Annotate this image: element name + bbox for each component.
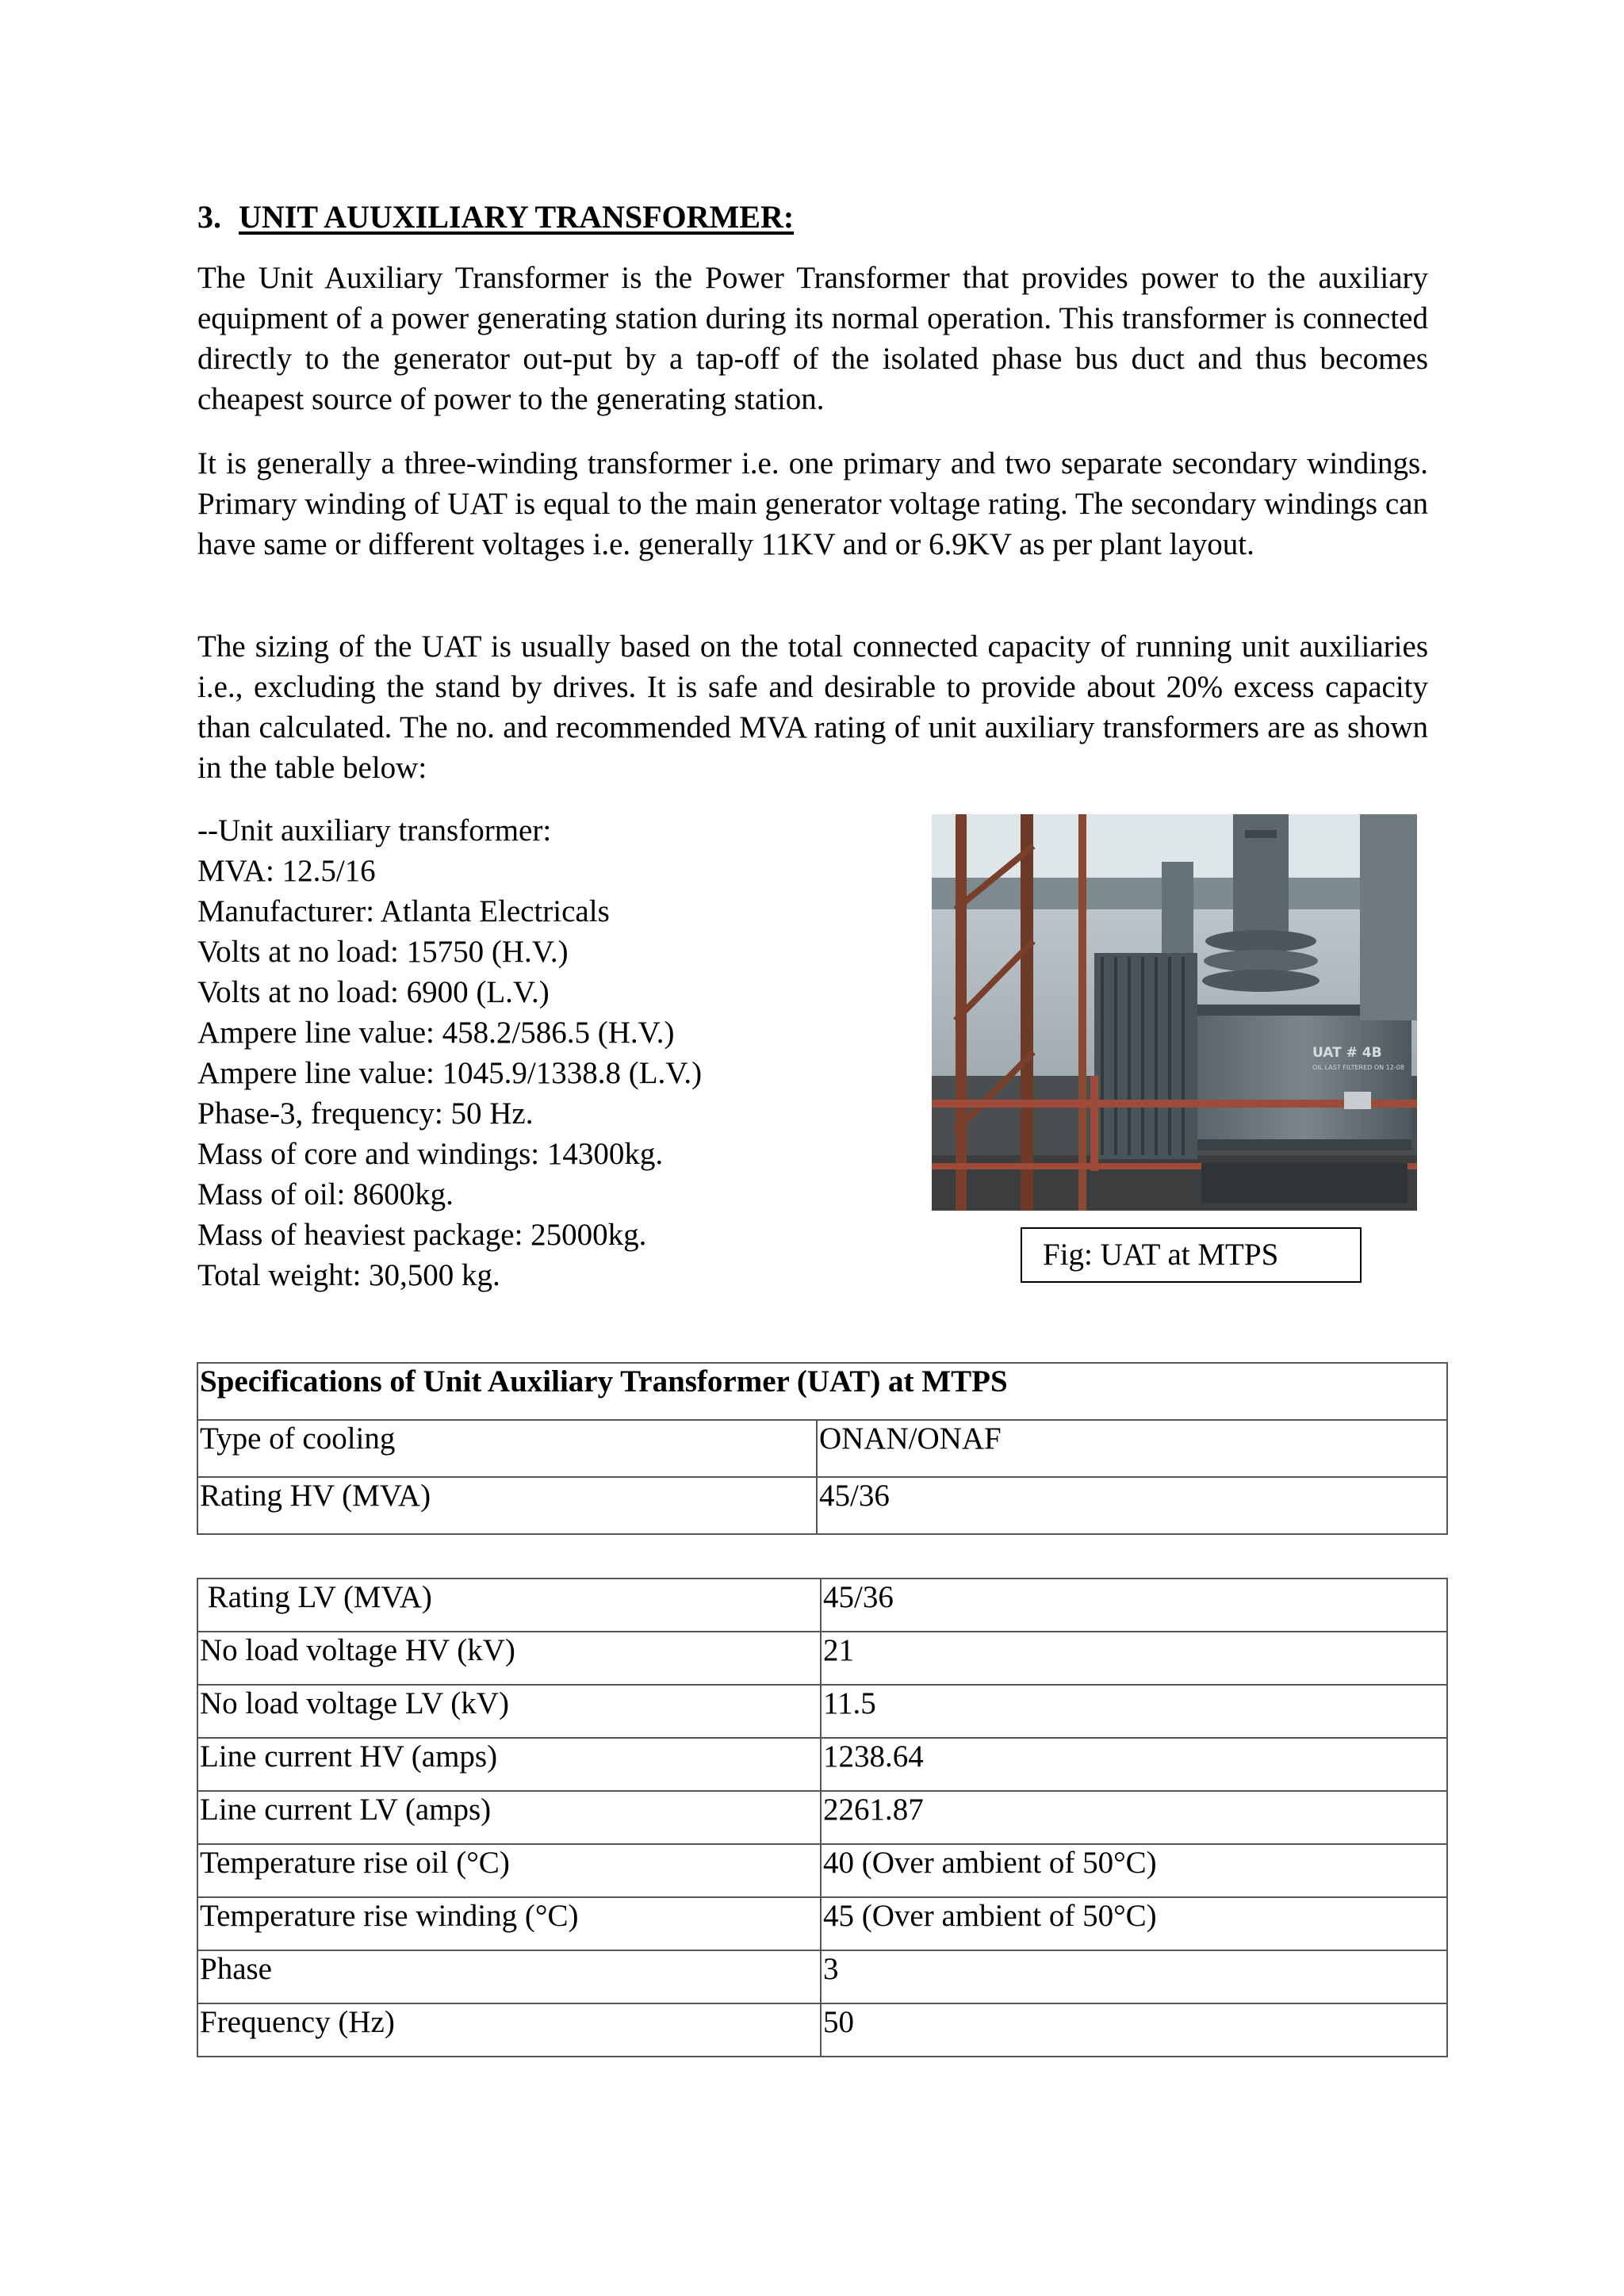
- table-row: [197, 1420, 1447, 1477]
- table-row: [197, 1897, 1447, 1950]
- spec-value: 45/36: [821, 1578, 1447, 1632]
- table-header-row: [197, 1363, 1447, 1420]
- table-row: [197, 1685, 1447, 1738]
- spec-table-cooling-rating: [197, 1362, 1448, 1535]
- spec-line: Mass of heaviest package: 25000kg.: [197, 1218, 647, 1252]
- spec-line: Ampere line value: 1045.9/1338.8 (L.V.): [197, 1056, 703, 1090]
- spec-parameter: Rating LV (MVA): [197, 1578, 821, 1632]
- paragraph-windings: It is generally a three-winding transformer i.e. one primary and two separate secondary windings. Primary winding of UAT is equal to the main generator voltage rating. The secondary windings can have same or different voltages i.e. generally 11KV and or 6.9KV as per plant layout.: [197, 446, 1428, 561]
- figure-caption: Fig: UAT at MTPS: [1021, 1227, 1362, 1283]
- paragraph-sizing: The sizing of the UAT is usually based on the total connected capacity of running unit auxiliaries i.e., excluding the stand by drives. It is safe and desirable to provide about 20% excess capacity than calculated. The no. and recommended MVA rating of unit auxiliary transformers are as shown in the table below:: [197, 629, 1428, 785]
- paragraph-intro: The Unit Auxiliary Transformer is the Power Transformer that provides power to the auxiliary equipment of a power generating station during its normal operation. This transformer is connected directly to the generator out-put by a tap-off of the isolated phase bus duct and thus becomes cheapest source of power to the generating station.: [197, 261, 1428, 416]
- spec-value: 45/36: [817, 1477, 1447, 1534]
- spec-parameter: Rating HV (MVA): [197, 1477, 817, 1534]
- spec-line: Mass of oil: 8600kg.: [197, 1177, 454, 1211]
- oil-filter-plate: OIL LAST FILTERED ON 12-08: [1312, 1064, 1404, 1071]
- spec-line: Total weight: 30,500 kg.: [197, 1258, 500, 1292]
- nameplate-spec-list: [197, 810, 911, 1295]
- spec-line: Volts at no load: 6900 (L.V.): [197, 975, 550, 1009]
- spec-value: 45 (Over ambient of 50°C): [821, 1897, 1447, 1950]
- section-number: 3.: [197, 199, 221, 235]
- spec-value: 1238.64: [821, 1738, 1447, 1791]
- spec-value: 50: [821, 2003, 1447, 2057]
- spec-line: Volts at no load: 15750 (H.V.): [197, 935, 569, 969]
- spec-parameter: No load voltage HV (kV): [197, 1632, 821, 1685]
- unit-label-plate: UAT # 4B: [1312, 1045, 1382, 1061]
- table-title: Specifications of Unit Auxiliary Transformer (UAT) at MTPS: [197, 1363, 1447, 1420]
- spec-line: Mass of core and windings: 14300kg.: [197, 1137, 664, 1171]
- table-row: [197, 1578, 1447, 1632]
- table-row: [197, 1632, 1447, 1685]
- spec-line: MVA: 12.5/16: [197, 854, 376, 888]
- spec-parameter: Type of cooling: [197, 1420, 817, 1477]
- spec-line: Ampere line value: 458.2/586.5 (H.V.): [197, 1016, 675, 1050]
- spec-parameter: Temperature rise oil (°C): [197, 1844, 821, 1897]
- spec-parameter: Phase: [197, 1950, 821, 2003]
- spec-value: 11.5: [821, 1685, 1447, 1738]
- spec-line: Manufacturer: Atlanta Electricals: [197, 894, 610, 928]
- transformer-photo: [932, 814, 1417, 1211]
- spec-value: 2261.87: [821, 1791, 1447, 1844]
- table-row: [197, 1844, 1447, 1897]
- section-heading: [197, 197, 794, 238]
- table-row: [197, 1738, 1447, 1791]
- spec-value: 40 (Over ambient of 50°C): [821, 1844, 1447, 1897]
- spec-parameter: Line current LV (amps): [197, 1791, 821, 1844]
- table-row: [197, 1477, 1447, 1534]
- spec-value: ONAN/ONAF: [817, 1420, 1447, 1477]
- spec-parameter: Frequency (Hz): [197, 2003, 821, 2057]
- section-title: UNIT AUUXILIARY TRANSFORMER:: [239, 199, 795, 235]
- spec-parameter: Line current HV (amps): [197, 1738, 821, 1791]
- table-row: [197, 1791, 1447, 1844]
- spec-value: 21: [821, 1632, 1447, 1685]
- spec-line: Phase-3, frequency: 50 Hz.: [197, 1096, 534, 1131]
- table-row: [197, 2003, 1447, 2057]
- table-row: [197, 1950, 1447, 2003]
- spec-parameter: No load voltage LV (kV): [197, 1685, 821, 1738]
- spec-line: --Unit auxiliary transformer:: [197, 813, 552, 848]
- spec-table-electrical: [197, 1578, 1448, 2057]
- spec-value: 3: [821, 1950, 1447, 2003]
- spec-parameter: Temperature rise winding (°C): [197, 1897, 821, 1950]
